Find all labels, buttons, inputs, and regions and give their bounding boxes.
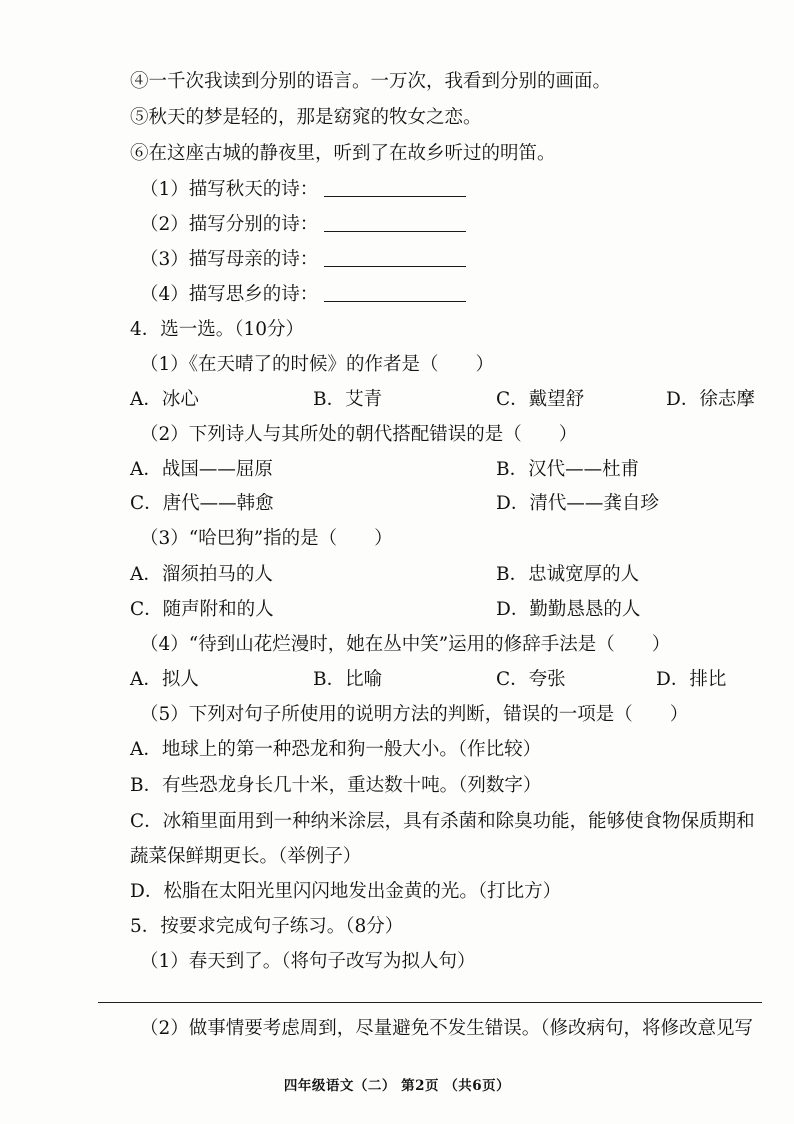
option-b: B．艾青 xyxy=(313,389,383,410)
answer-blank[interactable] xyxy=(324,265,466,267)
option-d: D．清代——龚自珍 xyxy=(496,493,659,514)
question-4-1-stem: （1）《在天晴了的时候》的作者是（ ） xyxy=(140,354,495,375)
question-5-2: （2）做事情要考虑周到，尽量避免不发生错误。（修改病句，将修改意见写 xyxy=(140,1018,754,1039)
section-4-heading: 4．选一选。（10分） xyxy=(130,319,305,340)
option-b: B．比喻 xyxy=(313,669,383,690)
option-a: A．拟人 xyxy=(130,669,199,690)
option-c: C．夸张 xyxy=(496,669,566,690)
option-d: D．徐志摩 xyxy=(666,389,755,410)
answer-blank[interactable] xyxy=(324,195,466,197)
question-4-2-stem: （2）下列诗人与其所处的朝代搭配错误的是（ ） xyxy=(140,424,578,445)
blank-label: （1）描写秋天的诗： xyxy=(140,179,319,200)
option-c: C．冰箱里面用到一种纳米涂层，具有杀菌和除臭功能，能够使食物保质期和 xyxy=(130,811,755,832)
answer-line xyxy=(98,1002,762,1003)
option-c: C．唐代——韩愈 xyxy=(130,493,274,514)
blank-label: （4）描写思乡的诗： xyxy=(140,284,319,305)
option-a: A．溜须拍马的人 xyxy=(130,564,273,585)
blank-question-4 xyxy=(140,283,466,307)
option-c: C．戴望舒 xyxy=(496,389,585,410)
option-c-continued: 蔬菜保鲜期更长。（举例子） xyxy=(130,846,362,867)
question-4-5-stem: （5）下列对句子所使用的说明方法的判断，错误的一项是（ ） xyxy=(140,704,689,725)
option-b: B．忠诚宽厚的人 xyxy=(496,564,640,585)
option-b: B．汉代——杜甫 xyxy=(496,459,640,480)
option-a: A．冰心 xyxy=(130,389,199,410)
page-footer: 四年级语文（二） 第2页 （共6页） xyxy=(283,1078,511,1094)
sentence-6: ⑥在这座古城的静夜里，听到了在故乡听过的明笛。 xyxy=(130,143,556,164)
blank-question-2 xyxy=(140,213,466,237)
question-4-4-stem: （4）“待到山花烂漫时，她在丛中笑”运用的修辞手法是（ ） xyxy=(140,634,671,655)
option-a: A．地球上的第一种恐龙和狗一般大小。（作比较） xyxy=(130,739,542,760)
blank-label: （3）描写母亲的诗： xyxy=(140,249,319,270)
section-5-heading: 5．按要求完成句子练习。（8分） xyxy=(130,916,404,937)
answer-blank[interactable] xyxy=(324,300,466,302)
option-d: D．勤勤恳恳的人 xyxy=(496,599,641,620)
option-d: D．排比 xyxy=(656,669,727,690)
blank-label: （2）描写分别的诗： xyxy=(140,214,319,235)
sentence-5: ⑤秋天的梦是轻的，那是窈窕的牧女之恋。 xyxy=(130,107,482,128)
blank-question-3 xyxy=(140,248,466,272)
option-a: A．战国——屈原 xyxy=(130,459,273,480)
blank-question-1 xyxy=(140,178,466,202)
option-d: D．松脂在太阳光里闪闪地发出金黄的光。（打比方） xyxy=(130,881,562,902)
option-b: B．有些恐龙身长几十米，重达数十吨。（列数字） xyxy=(130,775,542,796)
answer-blank[interactable] xyxy=(324,230,466,232)
question-5-1: （1）春天到了。（将句子改写为拟人句） xyxy=(140,951,476,972)
sentence-4: ④一千次我读到分别的语言。一万次，我看到分别的画面。 xyxy=(130,71,612,92)
question-4-3-stem: （3）“哈巴狗”指的是（ ） xyxy=(140,528,393,549)
option-c: C．随声附和的人 xyxy=(130,599,274,620)
